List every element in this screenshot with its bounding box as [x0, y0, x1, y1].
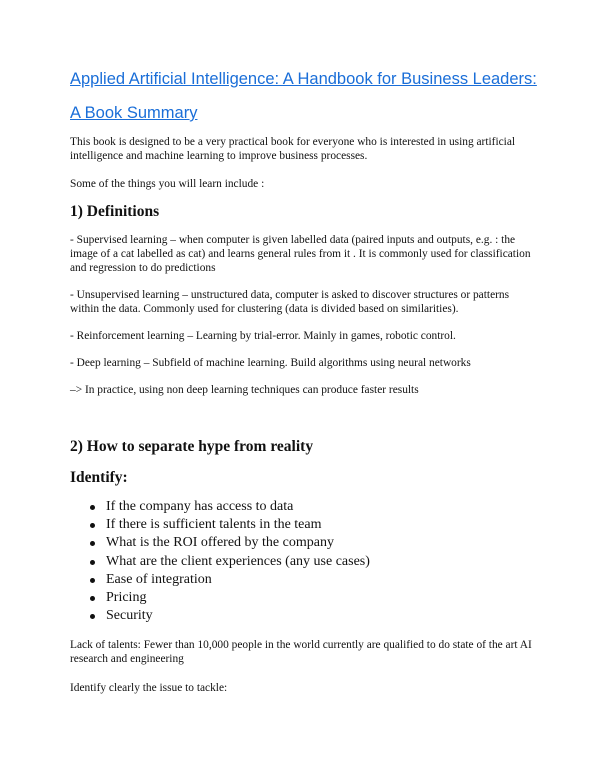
list-item	[70, 498, 540, 516]
identify-subheading: Identify:	[70, 469, 128, 486]
definition-deep-learning: - Deep learning – Subfield of machine learning. Build algorithms using neural networks	[70, 357, 471, 369]
list-item-text: Ease of integration	[106, 571, 212, 587]
list-item-text: Security	[106, 608, 153, 624]
bullet-icon	[90, 578, 95, 583]
learn-intro-paragraph: Some of the things you will learn include :	[70, 178, 265, 190]
list-item	[70, 589, 540, 607]
definition-supervised: - Supervised learning – when computer is given labelled data (paired inputs and outputs, e.g. : the image of a cat labelled as cat) and learns general rules from it . It is commonly used for classification and regression to do predictions	[70, 234, 531, 274]
identify-bullet-list	[70, 498, 540, 625]
list-item-text: Pricing	[106, 589, 147, 605]
definition-unsupervised: - Unsupervised learning – unstructured data, computer is asked to discover structures or patterns within the data. Commonly used for clustering (data is divided based on similarities).	[70, 289, 510, 315]
list-item-text: If there is sufficient talents in the team	[106, 517, 322, 533]
definition-reinforcement: - Reinforcement learning – Learning by trial-error. Mainly in games, robotic control.	[70, 330, 456, 342]
bullet-icon	[90, 523, 95, 528]
list-item-text: If the company has access to data	[106, 499, 294, 514]
practice-note: –> In practice, using non deep learning techniques can produce faster results	[70, 384, 419, 396]
bullet-icon	[90, 505, 95, 510]
list-item	[70, 553, 540, 571]
bullet-icon	[90, 614, 95, 619]
talents-note: Lack of talents: Fewer than 10,000 people in the world currently are qualified to do state of the art AI research and engineering	[70, 639, 532, 665]
list-item	[70, 607, 540, 625]
list-item-text: What are the client experiences (any use cases)	[106, 553, 370, 569]
bullet-icon	[90, 560, 95, 565]
title-line-1[interactable]: Applied Artificial Intelligence: A Handbook for Business Leaders:	[70, 70, 537, 88]
bullet-icon	[90, 596, 95, 601]
section-1-heading: 1) Definitions	[70, 203, 160, 220]
list-item	[70, 516, 540, 534]
title-line-2[interactable]: A Book Summary	[70, 104, 198, 122]
list-item	[70, 534, 540, 552]
list-item-text: What is the ROI offered by the company	[106, 535, 334, 551]
list-item	[70, 571, 540, 589]
issue-note: Identify clearly the issue to tackle:	[70, 682, 228, 694]
bullet-icon	[90, 541, 95, 546]
intro-paragraph: This book is designed to be a very practical book for everyone who is interested in using artificial intelligence and machine learning to improve business processes.	[70, 136, 516, 162]
section-2-heading: 2) How to separate hype from reality	[70, 438, 314, 455]
